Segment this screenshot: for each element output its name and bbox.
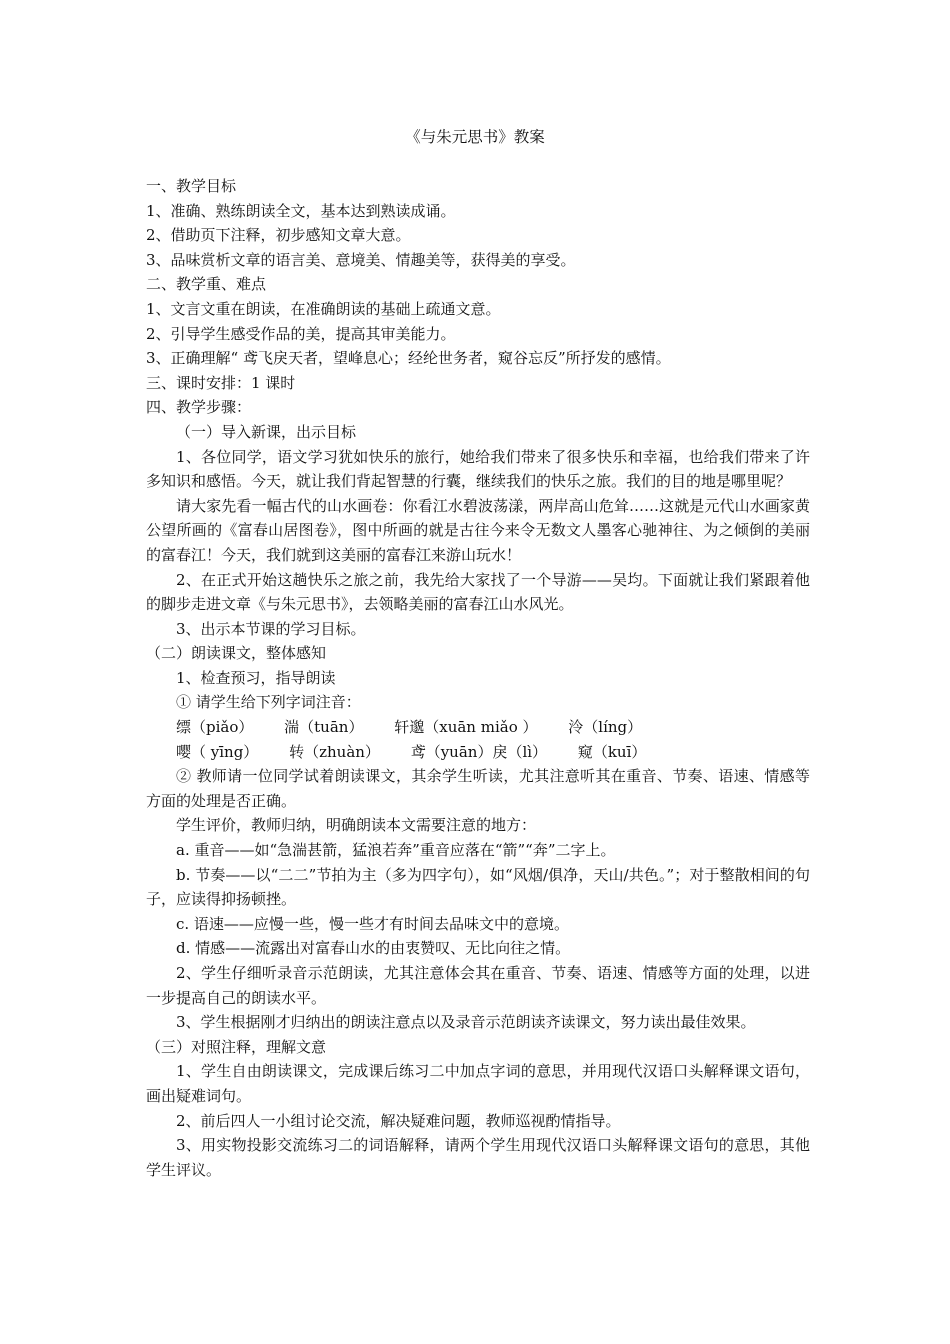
pinyin-entry: 轩邈（xuān miǎo ）	[394, 718, 538, 737]
pinyin-entry: 湍（tuān）	[284, 718, 364, 737]
goal-item: 2、借助页下注释，初步感知文章大意。	[146, 226, 411, 245]
pinyin-row	[146, 715, 810, 740]
paragraph: 学生评价，教师归纳，明确朗读本文需要注意的地方：	[176, 816, 537, 835]
paragraph: 2、前后四人一小组讨论交流，解决疑难问题，教师巡视酌情指导。	[176, 1111, 621, 1130]
pinyin-entry: 泠（líng）	[568, 718, 643, 737]
reading-note: c. 语速——应慢一些，慢一些才有时间去品味文中的意境。	[176, 914, 569, 933]
paragraph: 请大家先看一幅古代的山水画卷：你看江水碧波荡漾，两岸高山危耸……这就是元代山水画家黄公望所画的《富春山居图卷》，图中所画的就是古往今来令无数文人墨客心驰神往、为之倾倒的美丽的富春江！今天，我们就到这美丽的富春江来游山玩水！	[146, 496, 810, 564]
paragraph: ② 教师请一位同学试着朗读课文，其余学生听读，尤其注意听其在重音、节奏、语速、情感等方面的处理是否正确。	[146, 767, 810, 810]
heading-key-points: 二、教学重、难点	[146, 275, 267, 294]
heading-teaching-goals: 一、教学目标	[146, 177, 237, 195]
goal-item: 3、品味赏析文章的语言美、意境美、情趣美等，获得美的享受。	[146, 250, 576, 269]
heading-schedule: 三、课时安排：1 课时	[146, 373, 296, 392]
paragraph: 3、用实物投影交流练习二的词语解释，请两个学生用现代汉语口头解释课文语句的意思，其他学生评议。	[146, 1136, 810, 1179]
subheading-reading: （二）朗读课文，整体感知	[146, 644, 327, 663]
pinyin-entry: 嘤（ yīng）	[176, 742, 259, 761]
goal-item: 1、准确、熟练朗读全文，基本达到熟读成诵。	[146, 201, 456, 220]
reading-note: b. 节奏——以“二二”节拍为主（多为四字句），如“风烟/俱净，天山/共色。”；对于整散相间的句子，应读得抑扬顿挫。	[146, 865, 810, 909]
paragraph: 3、学生根据刚才归纳出的朗读注意点以及录音示范朗读齐读课文，努力读出最佳效果。	[176, 1013, 756, 1032]
document-title: 《与朱元思书》教案	[405, 128, 545, 146]
pinyin-entry: 鸢（yuān）戾（lì）	[410, 742, 548, 761]
pinyin-entry: 窥（kuī）	[577, 742, 647, 761]
subheading-intro: （一）导入新课，出示目标	[176, 422, 357, 441]
key-point-item: 2、引导学生感受作品的美，提高其审美能力。	[146, 324, 456, 343]
key-point-item: 1、文言文重在朗读，在准确朗读的基础上疏通文意。	[146, 299, 501, 318]
paragraph: 3、出示本节课的学习目标。	[176, 619, 366, 638]
pinyin-entry: 转（zhuàn）	[289, 742, 380, 761]
paragraph: 1、检查预习，指导朗读	[176, 668, 336, 687]
document-body	[146, 174, 810, 1182]
pinyin-entry: 缥（piǎo）	[176, 718, 254, 737]
heading-steps: 四、教学步骤：	[146, 398, 252, 417]
subheading-annotation: （三）对照注释，理解文意	[146, 1037, 327, 1056]
paragraph: 1、学生自由朗读课文，完成课后练习二中加点字词的意思，并用现代汉语口头解释课文语句，画出疑难词句。	[146, 1062, 810, 1105]
reading-note: d. 情感——流露出对富春山水的由衷赞叹、无比向往之情。	[176, 939, 571, 958]
paragraph: 2、在正式开始这趟快乐之旅之前，我先给大家找了一个导游——吴均。下面就让我们紧跟着他的脚步走进文章《与朱元思书》，去领略美丽的富春江山水风光。	[146, 570, 810, 614]
pinyin-row	[146, 740, 810, 765]
paragraph: 2、学生仔细听录音示范朗读，尤其注意体会其在重音、节奏、语速、情感等方面的处理，以进一步提高自己的朗读水平。	[146, 964, 810, 1007]
key-point-item: 3、正确理解“ 鸢飞戾天者，望峰息心；经纶世务者，窥谷忘反”所抒发的感情。	[146, 349, 671, 368]
paragraph: 1、各位同学，语文学习犹如快乐的旅行，她给我们带来了很多快乐和幸福，也给我们带来了许多知识和感悟。今天，就让我们背起智慧的行囊，继续我们的快乐之旅。我们的目的地是哪里呢？	[146, 447, 810, 491]
reading-note: a. 重音——如“急湍甚箭，猛浪若奔”重音应落在“箭”“奔”二字上。	[176, 841, 616, 860]
paragraph: ① 请学生给下列字词注音：	[176, 693, 361, 712]
